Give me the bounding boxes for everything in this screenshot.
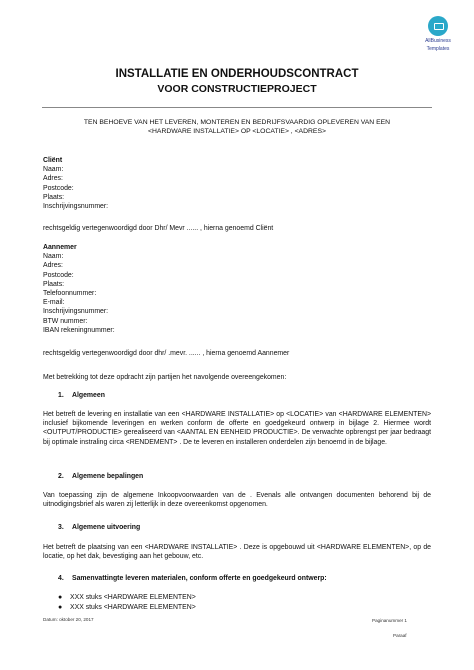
contractor-field: BTW nummer:: [43, 317, 88, 325]
client-heading: Cliënt: [43, 157, 63, 164]
contractor-field: IBAN rekeningnummer:: [43, 326, 115, 334]
client-representation: rechtsgeldig vertegenwoordigd door Dhr/ Mevr ...... , hierna genoemd Cliënt: [43, 225, 274, 232]
document-title: INSTALLATIE EN ONDERHOUDSCONTRACT: [115, 68, 359, 80]
section-text: Het betreft de levering en installatie van een <HARDWARE INSTALLATIE> op <LOCATIE> van <HARDWARE ELEMENTEN> inclusief bijkomende leveringen en werken conform de offerte en goedgekeurd ontwerp in bijlage 2. Hiermee wordt <OUTPUT/PRODUCTIE> gerealiseerd van <AANTAL EN EENHEID PRODUCTIE>. De verwachte opbrengst per jaar bedraagt bij optimale instraling circa <RENDEMENT> . De te leveren en installeren onderdelen zijn benoemd in de bijlage.: [43, 411, 431, 446]
allbusiness-logo: [418, 16, 458, 52]
contractor-field: Postcode:: [43, 271, 74, 279]
contractor-field: Inschrijvingsnummer:: [43, 308, 109, 316]
section-text: Het betreft de plaatsing van een <HARDWARE INSTALLATIE> . Deze is opgebouwd uit <HARDWARE ELEMENTEN>, op de locatie, op het dak, bevestiging aan het gebouw, etc.: [43, 544, 431, 561]
section-heading: [58, 524, 140, 531]
client-field: Postcode:: [43, 184, 74, 192]
list-item: [58, 594, 196, 601]
list-item-text: XXX stuks <HARDWARE ELEMENTEN>: [70, 604, 196, 611]
contractor-field: Naam:: [43, 253, 64, 261]
contractor-field: Telefoonnummer:: [43, 290, 97, 298]
section-heading: [58, 575, 327, 582]
section-title: Algemene bepalingen: [72, 473, 144, 480]
section-text: Van toepassing zijn de algemene Inkoopvoorwaarden van de . Evenals alle ontvangen documenten behorend bij de uitnodigingsbrief als waren zij letterlijk in deze overeenkomst opgenomen.: [43, 492, 431, 509]
logo-line-1: AllBusiness: [425, 38, 451, 44]
intro-text: Met betrekking tot deze opdracht zijn partijen het navolgende overeengekomen:: [43, 374, 287, 381]
client-block: [43, 156, 108, 211]
client-field: Naam:: [43, 166, 64, 174]
section-number: 1.: [58, 392, 64, 399]
contractor-block: [43, 243, 115, 335]
list-item: [58, 604, 196, 611]
bullet-icon: ●: [58, 594, 63, 601]
section-title: Samenvattingte leveren materialen, conform offerte en goedgekeurd ontwerp:: [72, 575, 327, 582]
laptop-icon: [428, 16, 448, 36]
contractor-field: Adres:: [43, 262, 63, 270]
section-number: 4.: [58, 575, 64, 582]
client-field: Plaats:: [43, 193, 65, 201]
purpose-line-2: <HARDWARE INSTALLATIE> OP <LOCATIE> , <ADRES>: [148, 128, 326, 135]
contractor-field: Plaats:: [43, 280, 65, 288]
list-item-text: XXX stuks <HARDWARE ELEMENTEN>: [70, 594, 196, 601]
footer-page-number: Paginanummer 1: [372, 618, 407, 623]
section-title: Algemeen: [72, 392, 105, 399]
section-number: 3.: [58, 524, 64, 531]
divider: [42, 107, 432, 108]
contractor-heading: Aannemer: [43, 244, 77, 251]
section-number: 2.: [58, 473, 64, 480]
section-heading: [58, 473, 143, 480]
contractor-representation: rechtsgeldig vertegenwoordigd door dhr/ .mevr. ...... , hierna genoemd Aannemer: [43, 350, 290, 357]
footer-date: Datum: oktober 20, 2017: [43, 617, 94, 622]
footer-paraaf: Paraaf: [393, 633, 407, 638]
section-heading: [58, 392, 105, 399]
logo-line-2: Templates: [426, 46, 450, 52]
section-title: Algemene uitvoering: [72, 524, 141, 531]
purpose-line-1: TEN BEHOEVE VAN HET LEVEREN, MONTEREN EN BEDRIJFSVAARDIG OPLEVEREN VAN EEN: [83, 119, 391, 126]
document-subtitle: VOOR CONSTRUCTIEPROJECT: [157, 83, 317, 95]
bullet-icon: ●: [58, 604, 63, 611]
client-field: Adres:: [43, 175, 63, 183]
contractor-field: E-mail:: [43, 299, 65, 307]
client-field: Inschrijvingsnummer:: [43, 203, 109, 211]
